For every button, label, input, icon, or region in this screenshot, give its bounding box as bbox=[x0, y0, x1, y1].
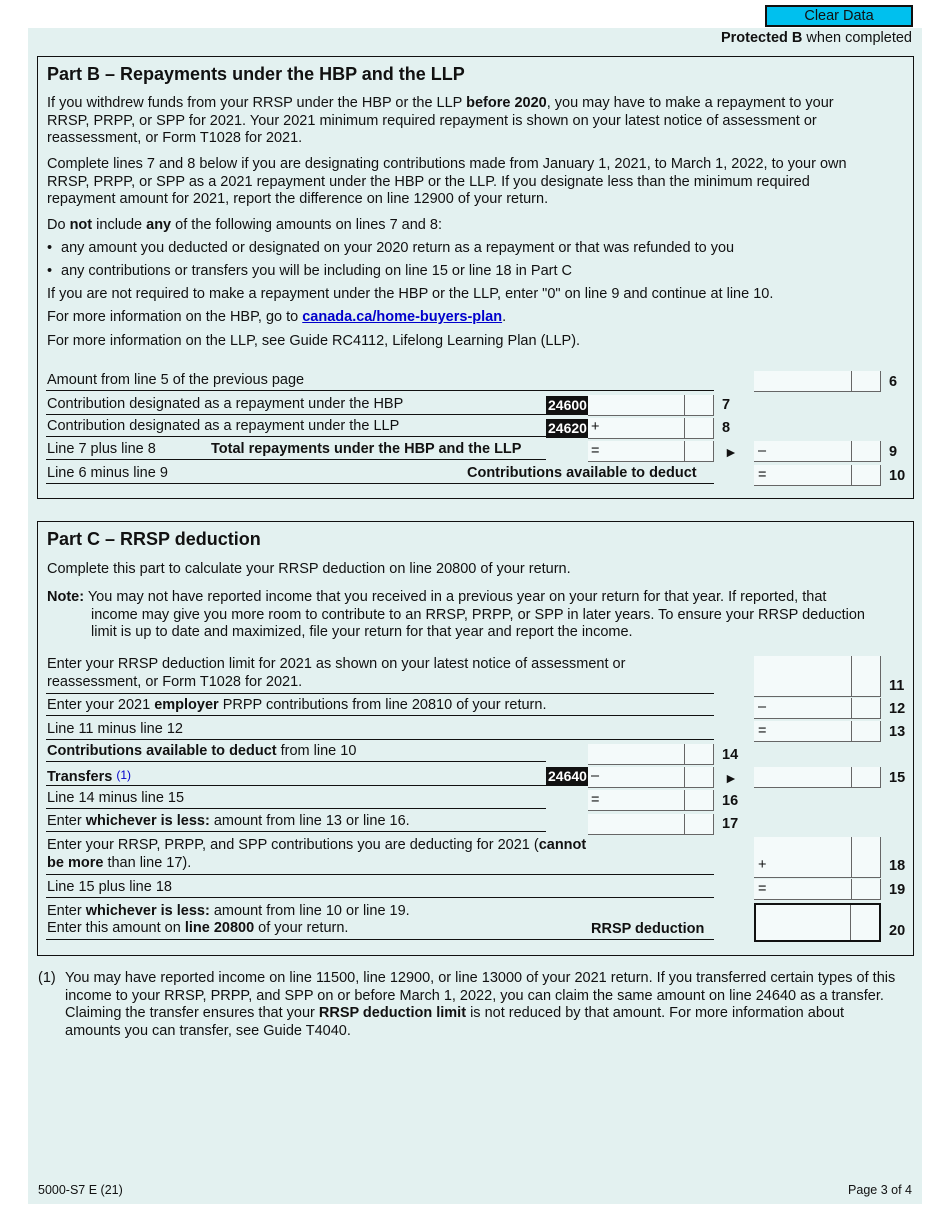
form-identifier: 5000-S7 E (21) bbox=[38, 1183, 123, 1197]
line-11-number: 11 bbox=[889, 678, 905, 694]
line-19-rule bbox=[46, 897, 714, 898]
line-7-label: Contribution designated as a repayment under the HBP bbox=[47, 396, 404, 412]
footnote-1-reference[interactable]: (1) bbox=[116, 768, 131, 782]
line-16-rule bbox=[46, 808, 546, 809]
part-b-bullet-1: • any amount you deducted or designated on your 2020 return as a repayment or that was refunded to you bbox=[47, 240, 867, 258]
line-8-input[interactable] bbox=[588, 418, 714, 438]
line-16-equals-sign: = bbox=[591, 792, 600, 808]
line-16-number: 16 bbox=[722, 793, 739, 809]
line-12-minus-sign: – bbox=[758, 699, 767, 715]
line-15-subtotal-cents[interactable] bbox=[684, 767, 685, 787]
line-9-cents[interactable] bbox=[851, 441, 852, 461]
line-18-input[interactable] bbox=[754, 837, 881, 877]
part-b-paragraph-6: For more information on the LLP, see Guide RC4112, Lifelong Learning Plan (LLP). bbox=[47, 333, 581, 349]
line-7-code: 24600 bbox=[548, 397, 587, 413]
line-11-input[interactable] bbox=[754, 656, 881, 696]
line-16-input[interactable] bbox=[588, 790, 714, 810]
line-17-label: Enter whichever is less: amount from line 13 or line 16. bbox=[47, 813, 410, 829]
line-9-number: 9 bbox=[889, 444, 898, 460]
line-8-plus-sign: + bbox=[591, 419, 600, 435]
line-13-cents[interactable] bbox=[851, 721, 852, 741]
line-10-rule bbox=[46, 483, 714, 484]
line-13-input[interactable] bbox=[754, 721, 881, 741]
line-6-input[interactable] bbox=[754, 371, 881, 391]
line-20-instruction-2: Enter this amount on line 20800 of your return. bbox=[47, 920, 349, 936]
line-9-input[interactable] bbox=[754, 441, 881, 461]
line-10-equals-sign: = bbox=[758, 467, 767, 483]
line-15-input[interactable] bbox=[754, 767, 881, 787]
protected-b-label: Protected B when completed bbox=[720, 30, 912, 46]
part-c-intro: Complete this part to calculate your RRSP deduction on line 20800 of your return. bbox=[47, 561, 571, 577]
line-11-cents[interactable] bbox=[851, 656, 852, 696]
line-18-label: Enter your RRSP, PRPP, and SPP contributions you are deducting for 2021 (cannot be more than line 17). bbox=[47, 837, 587, 871]
line-17-rule bbox=[46, 831, 546, 832]
part-b-paragraph-5: For more information on the HBP, go to canada.ca/home-buyers-plan. bbox=[47, 309, 507, 325]
line-14-input[interactable] bbox=[588, 744, 714, 764]
line-13-equals-sign: = bbox=[758, 723, 767, 739]
part-b-paragraph-2: Complete lines 7 and 8 below if you are designating contributions made from January 1, 2021, to March 1, 2022, to your own RRSP, PRPP, or SPP as a 2021 repayment under the HBP or the LLP. If you designate less than the minimum required repayment amount for 2021, report the difference on line 12900 of your return. bbox=[47, 156, 847, 207]
line-19-cents[interactable] bbox=[851, 879, 852, 899]
line-17-number: 17 bbox=[722, 816, 739, 832]
footnote-1-text: You may have reported income on line 11500, line 12900, or line 13000 of your 2021 return. If you transferred certain types of this income to your RRSP, PRPP, and SPP on or before March 1, 2022, you can claim the same amount on line 24640 as a transfer. Claiming the transfer ensures that your RRSP deduction limit is not reduced by that amount. For more information about amounts you can transfer, see Guide T4040. bbox=[65, 970, 896, 1039]
line-6-cents[interactable] bbox=[851, 371, 852, 391]
line-8-rule bbox=[46, 436, 546, 437]
line-13-field-rule bbox=[754, 741, 881, 742]
line-9-equals-sign: = bbox=[591, 443, 600, 459]
home-buyers-plan-link[interactable]: canada.ca/home-buyers-plan bbox=[302, 309, 503, 325]
line-17-input[interactable] bbox=[588, 814, 714, 834]
line-12-field-rule bbox=[754, 718, 881, 719]
line-14-rule bbox=[46, 761, 546, 762]
line-15-subtotal-rule bbox=[588, 787, 714, 788]
line-8-field-rule bbox=[588, 438, 714, 439]
part-b-panel bbox=[37, 56, 914, 499]
line-11-label: Enter your RRSP deduction limit for 2021 as shown on your latest notice of assessment or reassessment, or Form T1028 for 2021. bbox=[47, 656, 626, 690]
line-12-input[interactable] bbox=[754, 698, 881, 718]
line-11-rule bbox=[46, 693, 714, 694]
line-7-field-rule bbox=[588, 415, 714, 416]
line-6-label: Amount from line 5 of the previous page bbox=[47, 372, 305, 388]
line-7-input[interactable] bbox=[588, 395, 714, 415]
line-10-input[interactable] bbox=[754, 465, 881, 485]
line-20-instruction-1: Enter whichever is less: amount from line 10 or line 19. bbox=[47, 903, 410, 919]
line-8-label: Contribution designated as a repayment under the LLP bbox=[47, 418, 400, 434]
line-19-input[interactable] bbox=[754, 879, 881, 899]
part-c-title: Part C – RRSP deduction bbox=[47, 529, 261, 549]
line-16-field-rule bbox=[588, 810, 714, 811]
line-12-number: 12 bbox=[889, 701, 906, 717]
line-15-arrow-icon: ► bbox=[724, 770, 738, 786]
part-b-paragraph-4: If you are not required to make a repayment under the HBP or the LLP, enter "0" on line 9 and continue at line 10. bbox=[47, 286, 774, 302]
line-15-cents[interactable] bbox=[851, 767, 852, 787]
line-15-code: 24640 bbox=[548, 768, 587, 784]
line-9-field-rule bbox=[754, 461, 881, 462]
part-b-title: Part B – Repayments under the HBP and the LLP bbox=[47, 64, 465, 84]
line-12-rule bbox=[46, 715, 714, 716]
line-10-title: Contributions available to deduct bbox=[467, 465, 697, 481]
line-18-cents[interactable] bbox=[851, 837, 852, 877]
line-11-field-rule bbox=[754, 696, 881, 697]
line-20-rule bbox=[46, 939, 714, 940]
line-8-number: 8 bbox=[722, 420, 731, 436]
part-b-paragraph-1: If you withdrew funds from your RRSP under the HBP or the LLP before 2020, you may have to make a repayment to your RRSP, PRPP, or SPP for 2021. Your 2021 minimum required repayment is shown on your latest notice of assessment or reassessment, or Form T1028 for 2021. bbox=[47, 95, 834, 146]
line-14-field-rule bbox=[588, 764, 714, 765]
line-15-subtotal-input[interactable] bbox=[588, 767, 714, 787]
line-15-label: Transfers (1) bbox=[47, 768, 131, 785]
line-20-cents[interactable] bbox=[850, 905, 851, 940]
part-c-note: Note: You may not have reported income that you received in a previous year on your return for that year. If reported, that income may give you more room to contribute to an RRSP, PRPP, or SPP in later years. To ensure your RRSP deduction limit is up to date and maximized, file your return for that year and report the income. bbox=[47, 589, 865, 640]
line-9-title: Total repayments under the HBP and the LLP bbox=[211, 441, 522, 457]
line-18-rule bbox=[46, 874, 714, 875]
line-18-field-rule bbox=[754, 877, 881, 878]
line-18-plus-sign: + bbox=[758, 857, 767, 873]
line-20-number: 20 bbox=[889, 923, 906, 939]
line-8-cents[interactable] bbox=[684, 418, 685, 438]
line-6-number: 6 bbox=[889, 374, 898, 390]
line-20-title: RRSP deduction bbox=[591, 921, 705, 937]
line-19-field-rule bbox=[754, 899, 881, 900]
line-7-number: 7 bbox=[722, 397, 731, 413]
part-c-panel bbox=[37, 521, 914, 956]
line-10-cents[interactable] bbox=[851, 465, 852, 485]
line-10-number: 10 bbox=[889, 468, 906, 484]
line-9-subtotal-input[interactable] bbox=[588, 441, 714, 461]
line-13-number: 13 bbox=[889, 724, 906, 740]
line-14-number: 14 bbox=[722, 747, 739, 763]
line-15-number: 15 bbox=[889, 770, 906, 786]
line-7-cents[interactable] bbox=[684, 395, 685, 415]
line-9-arrow-icon: ► bbox=[724, 444, 738, 460]
line-19-label: Line 15 plus line 18 bbox=[47, 879, 172, 895]
line-14-cents[interactable] bbox=[684, 744, 685, 764]
part-b-paragraph-3: Do not include any of the following amounts on lines 7 and 8: bbox=[47, 217, 442, 233]
footnote-1-number: (1) bbox=[38, 970, 56, 986]
line-15-field-rule bbox=[754, 787, 881, 788]
line-17-field-rule bbox=[588, 834, 714, 835]
line-9-rule bbox=[46, 459, 546, 460]
line-10-label: Line 6 minus line 9 bbox=[47, 465, 168, 481]
clear-data-button[interactable]: Clear Data bbox=[765, 5, 913, 27]
line-6-rule bbox=[46, 390, 714, 391]
line-9-label: Line 7 plus line 8 bbox=[47, 441, 156, 457]
line-6-field-rule bbox=[754, 391, 881, 392]
footnote-1 bbox=[38, 970, 898, 1040]
line-9-minus-sign: – bbox=[758, 443, 767, 459]
line-12-label: Enter your 2021 employer PRPP contributions from line 20810 of your return. bbox=[47, 697, 547, 713]
page-number: Page 3 of 4 bbox=[848, 1183, 912, 1197]
line-9-subtotal-cents[interactable] bbox=[684, 441, 685, 461]
line-19-number: 19 bbox=[889, 882, 906, 898]
line-12-cents[interactable] bbox=[851, 698, 852, 718]
line-9-subtotal-rule bbox=[588, 461, 714, 462]
line-13-label: Line 11 minus line 12 bbox=[47, 721, 183, 737]
line-13-rule bbox=[46, 739, 714, 740]
line-16-label: Line 14 minus line 15 bbox=[47, 790, 185, 806]
line-15-minus-sign: – bbox=[591, 768, 600, 784]
line-18-number: 18 bbox=[889, 858, 906, 874]
line-8-code: 24620 bbox=[548, 420, 587, 436]
line-20-input[interactable] bbox=[754, 903, 881, 942]
line-19-equals-sign: = bbox=[758, 881, 767, 897]
line-17-cents[interactable] bbox=[684, 814, 685, 834]
line-15-rule bbox=[46, 785, 546, 786]
line-7-rule bbox=[46, 414, 546, 415]
line-16-cents[interactable] bbox=[684, 790, 685, 810]
line-14-label: Contributions available to deduct from line 10 bbox=[47, 743, 357, 759]
part-b-bullet-2: • any contributions or transfers you will be including on line 15 or line 18 in Part C bbox=[47, 263, 867, 281]
line-10-field-rule bbox=[754, 485, 881, 486]
